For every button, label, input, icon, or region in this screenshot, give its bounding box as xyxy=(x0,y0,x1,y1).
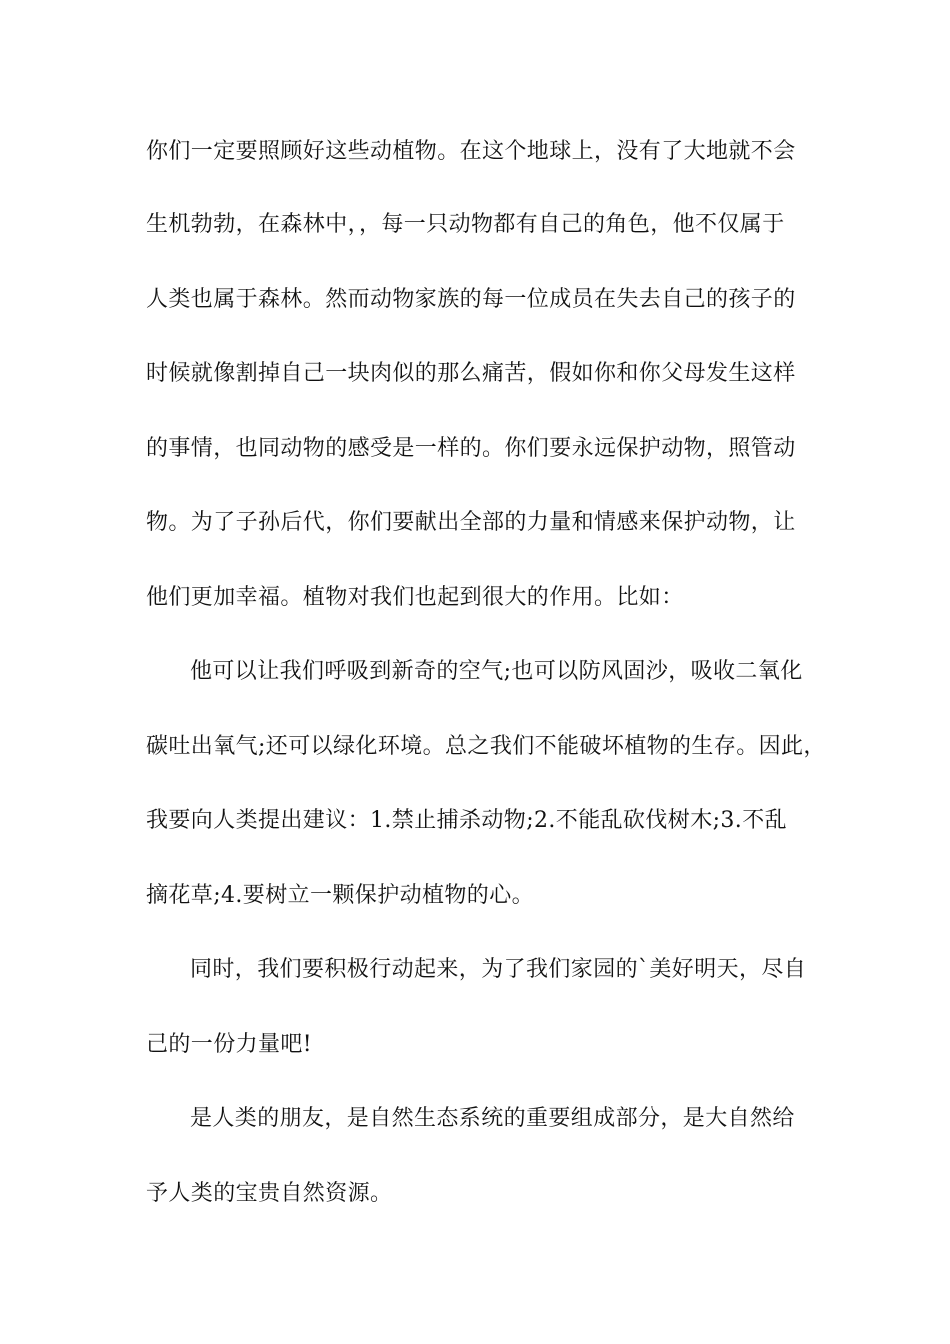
text-line: 摘花草;4.要树立一颗保护动植物的心。 xyxy=(146,883,535,908)
paragraph-start-line: 同时，我们要积极行动起来，为了我们家园的`美好明天，尽自 xyxy=(190,957,807,982)
paragraph-start-line: 是人类的朋友，是自然生态系统的重要组成部分，是大自然给 xyxy=(190,1106,795,1131)
text-line: 物。为了子孙后代，你们要献出全部的力量和情感来保护动物，让 xyxy=(146,510,796,535)
text-line: 予人类的宝贵自然资源。 xyxy=(146,1181,393,1206)
text-line: 我要向人类提出建议：1.禁止捕杀动物;2.不能乱砍伐树木;3.不乱 xyxy=(146,808,787,833)
text-line: 他们更加幸福。植物对我们也起到很大的作用。比如： xyxy=(146,585,684,610)
text-line: 你们一定要照顾好这些动植物。在这个地球上，没有了大地就不会 xyxy=(146,139,796,164)
text-line: 己的一份力量吧! xyxy=(146,1032,313,1057)
text-line: 人类也属于森林。然而动物家族的每一位成员在失去自己的孩子的 xyxy=(146,287,796,312)
paragraph-start-line: 他可以让我们呼吸到新奇的空气;也可以防风固沙，吸收二氧化 xyxy=(190,659,803,684)
text-line: 时候就像割掉自己一块肉似的那么痛苦，假如你和你父母发生这样 xyxy=(146,361,796,386)
text-line: 生机勃勃，在森林中，，每一只动物都有自己的角色，他不仅属于 xyxy=(146,212,785,237)
text-line: 碳吐出氧气;还可以绿化环境。总之我们不能破坏植物的生存。因此， xyxy=(146,734,826,759)
text-line: 的事情，也同动物的感受是一样的。你们要永远保护动物，照管动 xyxy=(146,436,796,461)
